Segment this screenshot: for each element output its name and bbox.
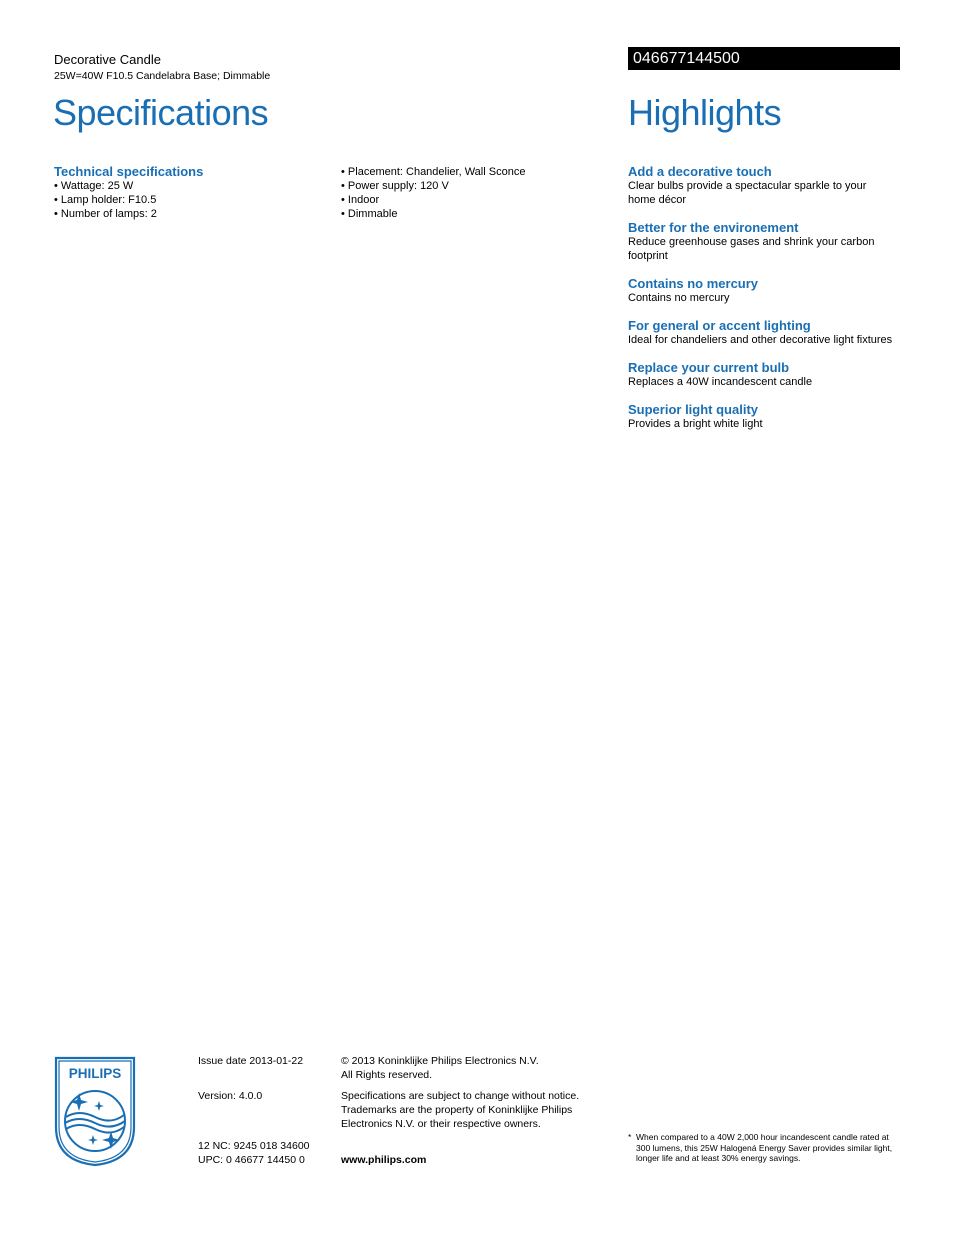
list-item: • Power supply: 120 V xyxy=(341,179,601,193)
highlight-text: Replaces a 40W incandescent candle xyxy=(628,376,813,388)
upc-code: UPC: 0 46677 14450 0 xyxy=(198,1154,305,1166)
list-item: • Dimmable xyxy=(341,207,601,221)
footnote-mark: * xyxy=(628,1132,632,1142)
highlight-heading: Replace your current bulb xyxy=(628,360,790,375)
spec-notice-line: Trademarks are the property of Koninklijke Philips xyxy=(341,1104,573,1116)
tech-spec-column-2 xyxy=(341,165,601,221)
spec-notice-line: Electronics N.V. or their respective owners. xyxy=(341,1118,541,1130)
copyright-line: © 2013 Koninklijke Philips Electronics N.V. xyxy=(341,1055,539,1067)
highlights-list xyxy=(628,165,896,445)
spec-notice-line: Specifications are subject to change without notice. xyxy=(341,1090,580,1102)
tech-spec-list xyxy=(54,179,324,221)
highlight-heading: For general or accent lighting xyxy=(628,318,811,333)
list-item: • Placement: Chandelier, Wall Sconce xyxy=(341,165,601,179)
tech-spec-column-1 xyxy=(54,164,324,221)
tech-spec-heading: Technical specifications xyxy=(54,164,204,179)
highlight-item xyxy=(628,319,896,347)
highlight-text: Ideal for chandeliers and other decorative light fixtures xyxy=(628,334,893,346)
philips-shield-logo xyxy=(53,1055,137,1167)
website-link[interactable]: www.philips.com xyxy=(341,1154,427,1166)
list-item: • Number of lamps: 2 xyxy=(54,207,324,221)
tech-spec-list xyxy=(341,165,601,221)
highlight-text: Reduce greenhouse gases and shrink your carbon footprint xyxy=(628,236,875,262)
highlight-item xyxy=(628,361,896,389)
highlight-heading: Superior light quality xyxy=(628,402,759,417)
list-item: • Wattage: 25 W xyxy=(54,179,324,193)
highlight-item xyxy=(628,221,896,263)
list-item: • Lamp holder: F10.5 xyxy=(54,193,324,207)
copyright xyxy=(341,1054,539,1082)
nc-code: 12 NC: 9245 018 34600 xyxy=(198,1140,310,1152)
highlight-item xyxy=(628,277,896,305)
rights-line: All Rights reserved. xyxy=(341,1069,433,1081)
highlight-item xyxy=(628,165,896,207)
highlight-text: Clear bulbs provide a spectacular sparkle to your home décor xyxy=(628,180,867,206)
list-item: • Indoor xyxy=(341,193,601,207)
highlight-heading: Better for the environement xyxy=(628,220,799,235)
product-codes xyxy=(198,1139,310,1167)
philips-shield-icon xyxy=(53,1055,137,1167)
highlight-item xyxy=(628,403,896,431)
sku-bar: 046677144500 xyxy=(628,47,900,70)
product-name: Decorative Candle xyxy=(54,52,161,67)
philips-wordmark: PHILIPS xyxy=(68,1066,122,1081)
spec-notice xyxy=(341,1089,601,1131)
highlight-heading: Contains no mercury xyxy=(628,276,759,291)
version: Version: 4.0.0 xyxy=(198,1090,263,1102)
highlight-text: Contains no mercury xyxy=(628,292,730,304)
footnote xyxy=(628,1132,898,1164)
specifications-title: Specifications xyxy=(53,92,269,133)
highlights-title: Highlights xyxy=(628,92,782,133)
footnote-text: When compared to a 40W 2,000 hour incandescent candle rated at 300 lumens, this 25W Halogená Energy Saver provides similar light, longer life and at least 30% energy savings. xyxy=(636,1132,893,1163)
highlight-heading: Add a decorative touch xyxy=(628,164,772,179)
issue-date: Issue date 2013-01-22 xyxy=(198,1055,304,1067)
highlight-text: Provides a bright white light xyxy=(628,418,763,430)
product-subtitle: 25W=40W F10.5 Candelabra Base; Dimmable xyxy=(54,70,271,82)
